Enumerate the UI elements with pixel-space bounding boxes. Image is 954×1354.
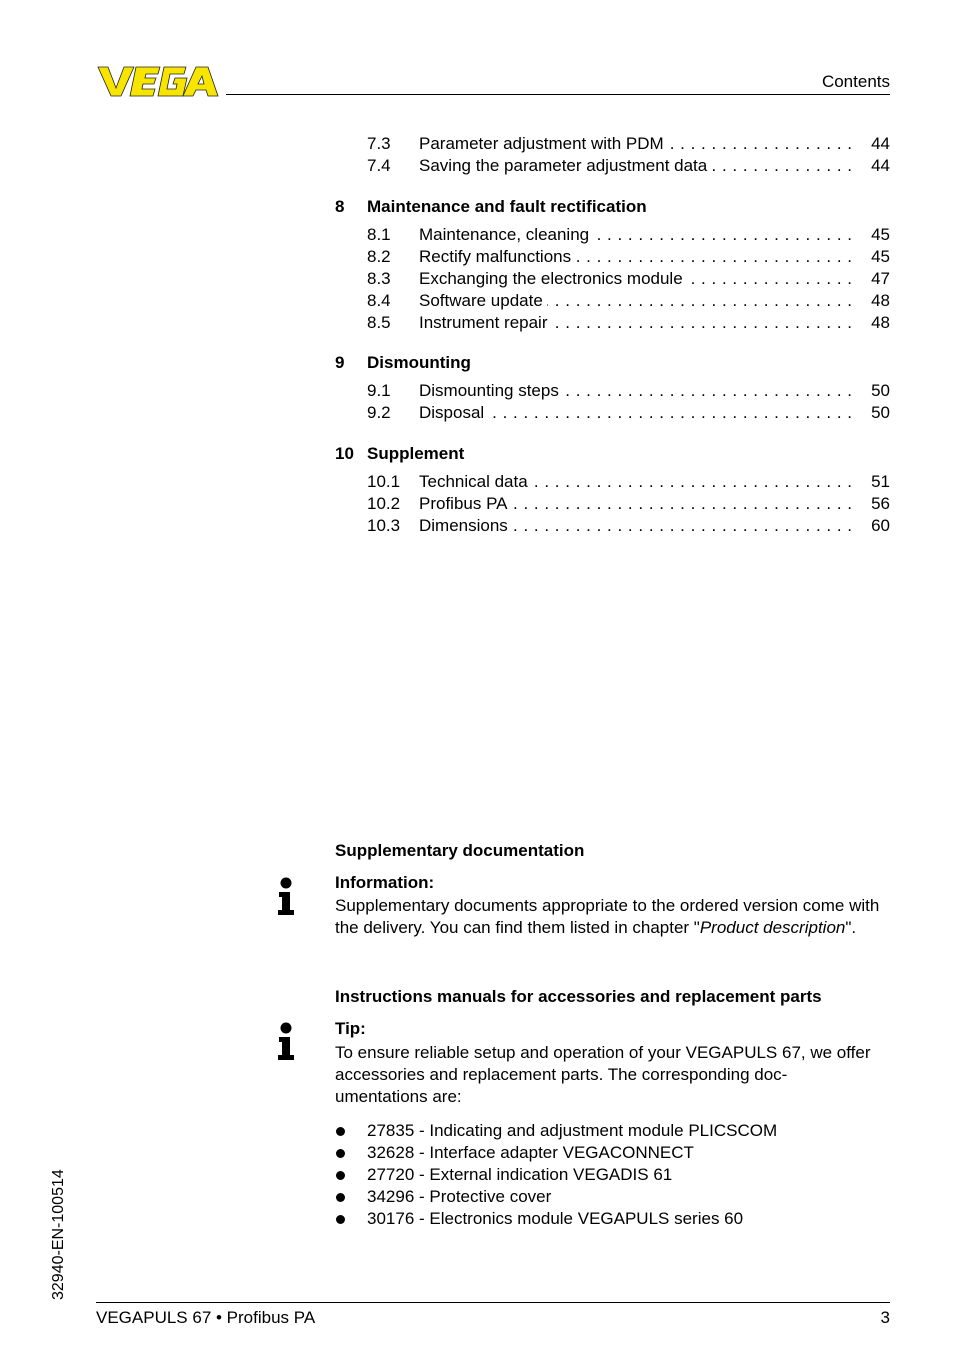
toc-entry-number: 8.4 [367,291,391,310]
tip-icon [276,1022,296,1062]
toc-entry[interactable] [367,380,890,402]
toc-entry-page: 56 [871,494,890,513]
toc-entry-number: 8.1 [367,225,391,244]
toc-entry[interactable] [367,246,890,268]
toc-entry-page: 60 [871,516,890,535]
instructions-heading: Instructions manuals for accessories and replacement parts [335,987,822,1006]
toc-entry-title: Profibus PA . . . [419,493,852,515]
footer-page-number: 3 [880,1308,890,1327]
bullet-icon [336,1149,345,1158]
information-text-part2: ". [845,918,857,937]
footer-product: VEGAPULS 67 • Profibus PA [96,1308,316,1327]
toc-entry[interactable] [367,312,890,334]
tip-text: To ensure reliable setup and operation of your VEGAPULS 67, we offer accessories and replacement parts. The corresponding doc-umentations are: [335,1043,871,1106]
bullet-icon [336,1127,345,1136]
toc-chapter-number: 10 [335,444,354,463]
toc-entry-page: 50 [871,381,890,400]
toc-chapter-heading[interactable] [335,443,464,465]
toc-entry-title: Maintenance, cleaning . . . [419,224,852,246]
vega-logo [96,64,220,98]
header-section-title: Contents [821,72,890,91]
list-item-text: 27835 - Indicating and adjustment module PLICSCOM [367,1121,778,1140]
supplementary-heading: Supplementary documentation [335,841,585,860]
toc-entry[interactable] [367,268,890,290]
information-text [335,895,890,939]
toc-entry-page: 45 [871,225,890,244]
toc-entry-number: 8.2 [367,247,391,266]
toc-entry-page: 48 [871,291,890,310]
toc-entry[interactable] [367,290,890,312]
toc-entry[interactable] [367,515,890,537]
toc-entry[interactable] [367,471,890,493]
list-item-text: 34296 - Protective cover [367,1187,552,1206]
list-item-text: 27720 - External indication VEGADIS 61 [367,1165,673,1184]
header-rule [226,94,890,95]
toc-entry-title: Parameter adjustment with PDM . . . [419,133,852,155]
toc-entry-page: 45 [871,247,890,266]
toc-entry[interactable] [367,155,890,177]
footer-rule [96,1302,890,1303]
information-icon [276,877,296,917]
toc-entry-page: 44 [871,134,890,153]
toc-entry-number: 9.2 [367,403,391,422]
toc-entry-title: Instrument repair . . . [419,312,852,334]
toc-chapter-number: 8 [335,197,345,216]
toc-chapter-title: Dismounting [367,353,471,372]
document-code: 32940-EN-100514 [50,1169,67,1300]
toc-entry-number: 9.1 [367,381,391,400]
toc-entry-title: Software update . . . [419,290,852,312]
information-text-part1: Supplementary documents appropriate to the ordered version come with the delivery. You can find them listed in chapter " [335,896,880,937]
toc-entry-page: 44 [871,156,890,175]
bullet-icon [336,1171,345,1180]
toc-entry[interactable] [367,133,890,155]
toc-entry-number: 7.4 [367,156,391,175]
toc-entry-title: Rectify malfunctions . . . [419,246,852,268]
toc-chapter-heading[interactable] [335,196,647,218]
toc-chapter-number: 9 [335,353,345,372]
toc-entry[interactable] [367,402,890,424]
tip-label: Tip: [335,1019,366,1038]
list-item-text: 30176 - Electronics module VEGAPULS series 60 [367,1209,744,1228]
toc-entry-number: 10.2 [367,494,401,513]
toc-entry-number: 10.1 [367,472,401,491]
toc-entry-page: 51 [871,472,890,491]
toc-entry-title: Dimensions . . . [419,515,852,537]
toc-entry-title: Saving the parameter adjustment data . . . [419,155,852,177]
information-label: Information: [335,873,435,892]
toc-entry-title: Dismounting steps . . . [419,380,852,402]
toc-entry-number: 10.3 [367,516,401,535]
toc-entry[interactable] [367,493,890,515]
toc-entry-page: 48 [871,313,890,332]
toc-entry-title: Technical data . . . [419,471,852,493]
toc-entry-page: 50 [871,403,890,422]
information-text-chapter: Product description [699,918,846,937]
toc-chapter-title: Supplement [367,444,465,463]
toc-entry-title: Disposal . . . [419,402,852,424]
bullet-icon [336,1215,345,1224]
toc-entry-title: Exchanging the electronics module . . . [419,268,852,290]
bullet-icon [336,1193,345,1202]
toc-entry-page: 47 [871,269,890,288]
list-item-text: 32628 - Interface adapter VEGACONNECT [367,1143,694,1162]
toc-chapter-heading[interactable] [335,352,471,374]
toc-entry-number: 8.3 [367,269,391,288]
toc-entry-number: 8.5 [367,313,391,332]
toc-entry-number: 7.3 [367,134,391,153]
toc-chapter-title: Maintenance and fault rectification [367,197,647,216]
toc-entry[interactable] [367,224,890,246]
